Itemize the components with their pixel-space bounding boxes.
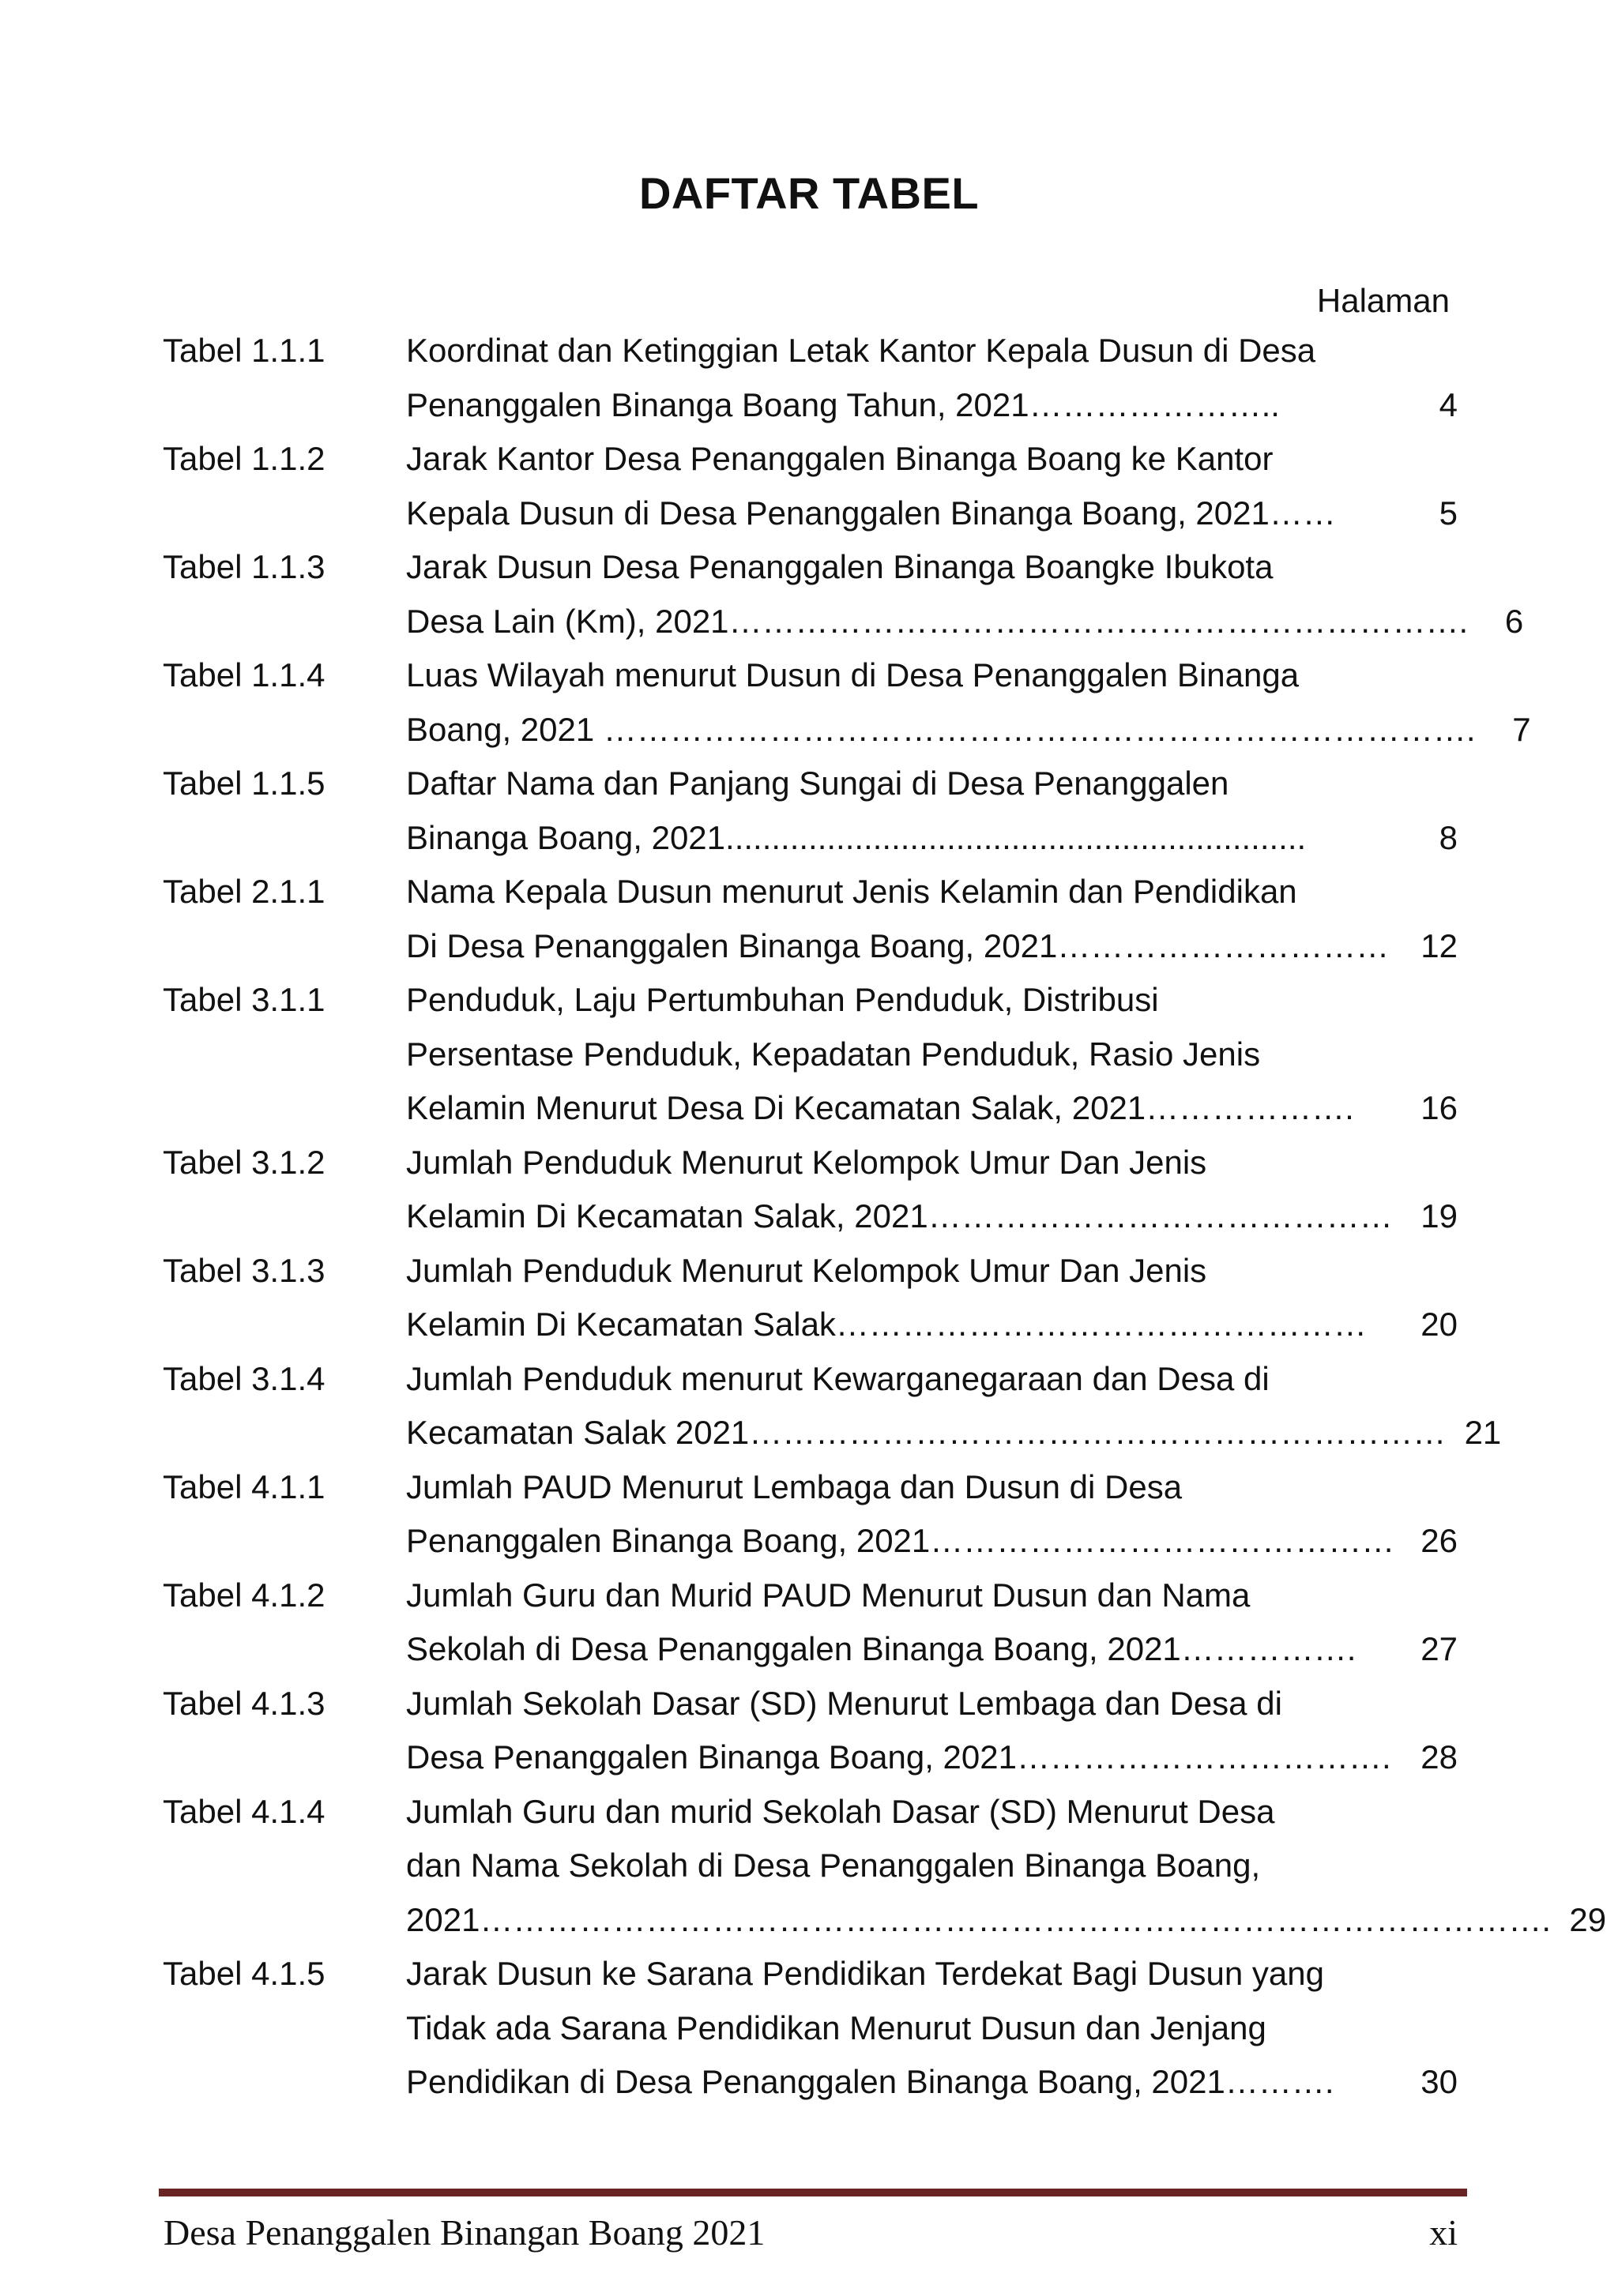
description-line	[406, 1893, 1606, 1948]
description-text: Jumlah Penduduk Menurut Kelompok Umur Dan Jenis	[406, 1143, 1207, 1181]
description-line	[406, 1136, 1458, 1190]
page-ref: 16	[1420, 1089, 1458, 1126]
page-ref: 6	[1504, 602, 1524, 640]
description-text: Daftar Nama dan Panjang Sungai di Desa Penanggalen	[406, 765, 1229, 802]
page-ref: 28	[1420, 1738, 1458, 1776]
description-text: Sekolah di Desa Penanggalen Binanga Boang, 2021…………….	[406, 1630, 1356, 1667]
description-line	[406, 1460, 1458, 1515]
description-text: Jumlah PAUD Menurut Lembaga dan Dusun di Desa	[406, 1467, 1183, 1505]
toc-entry	[163, 1785, 1607, 1948]
table-description	[406, 1569, 1458, 1677]
table-description	[406, 973, 1458, 1136]
description-text: Jarak Dusun ke Sarana Pendidikan Terdekat Bagi Dusun yang	[406, 1955, 1324, 1992]
table-label: Tabel 1.1.5	[163, 765, 325, 802]
description-text: Jumlah Sekolah Dasar (SD) Menurut Lembaga dan Desa di	[406, 1684, 1282, 1722]
table-label: Tabel 4.1.3	[163, 1684, 325, 1722]
description-line	[406, 595, 1523, 649]
toc-entry	[163, 865, 1458, 973]
description-text: Nama Kepala Dusun menurut Jenis Kelamin dan Pendidikan	[406, 873, 1297, 910]
description-line	[406, 703, 1531, 757]
description-line	[406, 811, 1458, 866]
page-ref: 7	[1512, 710, 1531, 748]
toc-entry	[163, 432, 1458, 540]
toc-entry	[163, 1244, 1458, 1352]
description-text: Binanga Boang, 2021...............................................................	[406, 818, 1307, 856]
description-text: Jarak Kantor Desa Penanggalen Binanga Boang ke Kantor	[406, 440, 1274, 477]
footer-divider	[159, 2189, 1467, 2196]
page-ref: 5	[1439, 494, 1458, 532]
toc-entry	[163, 1677, 1458, 1785]
page-ref: 4	[1439, 385, 1458, 423]
description-text: Kelamin Di Kecamatan Salak, 2021……………………………………	[406, 1197, 1393, 1234]
description-text: Boang, 2021 …………………………………………………………………….	[406, 710, 1476, 748]
toc-entry	[163, 1136, 1458, 1244]
description-text: Di Desa Penanggalen Binanga Boang, 2021…………………………	[406, 926, 1390, 964]
page-ref: 19	[1420, 1197, 1458, 1234]
footer-title: Desa Penanggalen Binangan Boang 2021	[164, 2212, 766, 2253]
description-line	[406, 487, 1458, 541]
table-description	[406, 1352, 1501, 1460]
description-line	[406, 378, 1458, 433]
table-description	[406, 1785, 1606, 1948]
description-text: Kelamin Di Kecamatan Salak…………………………………………	[406, 1306, 1367, 1343]
toc-entry	[163, 1460, 1458, 1569]
table-label: Tabel 3.1.3	[163, 1251, 325, 1289]
toc-entry	[163, 648, 1531, 757]
page-ref: 12	[1420, 926, 1458, 964]
table-label: Tabel 2.1.1	[163, 873, 325, 910]
table-label: Tabel 4.1.1	[163, 1467, 325, 1505]
description-text: 2021…………………………………………………………………………………….	[406, 1900, 1552, 1938]
description-text: Kelamin Menurut Desa Di Kecamatan Salak, 2021……………….	[406, 1089, 1354, 1126]
page-ref: 20	[1420, 1306, 1458, 1343]
toc-entry	[163, 973, 1458, 1136]
description-text: Jumlah Penduduk menurut Kewarganegaraan dan Desa di	[406, 1359, 1270, 1397]
description-text: Penanggalen Binanga Boang, 2021……………………………………	[406, 1522, 1395, 1559]
table-label: Tabel 3.1.4	[163, 1359, 325, 1397]
description-line	[406, 2001, 1458, 2056]
table-description	[406, 1947, 1458, 2110]
description-line	[406, 1352, 1501, 1407]
toc-entry	[163, 540, 1524, 648]
toc-entry	[163, 324, 1458, 432]
table-description	[406, 865, 1458, 973]
description-text: Desa Penanggalen Binanga Boang, 2021…………………………….	[406, 1738, 1391, 1776]
description-text: dan Nama Sekolah di Desa Penanggalen Binanga Boang,	[406, 1847, 1261, 1884]
description-text: Tidak ada Sarana Pendidikan Menurut Dusun dan Jenjang	[406, 2009, 1266, 2046]
description-line	[406, 324, 1458, 378]
toc-entry	[163, 1947, 1458, 2110]
description-line	[406, 2055, 1458, 2110]
table-label: Tabel 3.1.1	[163, 981, 325, 1018]
description-line	[406, 1677, 1458, 1731]
table-description	[406, 1677, 1458, 1785]
description-line	[406, 648, 1531, 703]
description-line	[406, 757, 1458, 811]
description-text: Jumlah Penduduk Menurut Kelompok Umur Dan Jenis	[406, 1251, 1207, 1289]
table-description	[406, 1460, 1458, 1569]
description-line	[406, 919, 1458, 974]
description-line	[406, 1514, 1458, 1569]
table-label: Tabel 3.1.2	[163, 1143, 325, 1181]
description-line	[406, 1244, 1458, 1298]
toc-entry	[163, 757, 1458, 865]
description-text: Koordinat dan Ketinggian Letak Kantor Kepala Dusun di Desa	[406, 332, 1316, 369]
description-line	[406, 973, 1458, 1028]
table-description	[406, 432, 1458, 540]
description-text: Penanggalen Binanga Boang Tahun, 2021…………………..	[406, 385, 1280, 423]
table-description	[406, 1244, 1458, 1352]
description-line	[406, 1298, 1458, 1352]
description-text: Luas Wilayah menurut Dusun di Desa Penanggalen Binanga	[406, 656, 1300, 693]
description-text: Jumlah Guru dan murid Sekolah Dasar (SD) Menurut Desa	[406, 1792, 1275, 1830]
table-label: Tabel 1.1.2	[163, 440, 325, 477]
table-description	[406, 540, 1523, 648]
page-column-label: Halaman	[1316, 282, 1450, 319]
table-description	[406, 648, 1531, 757]
page-title: DAFTAR TABEL	[638, 168, 980, 218]
table-label: Tabel 1.1.1	[163, 332, 325, 369]
page-ref: 21	[1464, 1414, 1502, 1451]
toc-entry	[163, 1569, 1458, 1677]
table-description	[406, 757, 1458, 865]
description-line	[406, 1028, 1458, 1082]
description-line	[406, 432, 1458, 487]
description-text: Jumlah Guru dan Murid PAUD Menurut Dusun dan Nama	[406, 1576, 1251, 1614]
page-ref: 27	[1420, 1630, 1458, 1667]
description-text: Kecamatan Salak 2021………………………………………………………	[406, 1414, 1447, 1451]
description-text: Kepala Dusun di Desa Penanggalen Binanga Boang, 2021……	[406, 494, 1336, 532]
table-label: Tabel 4.1.4	[163, 1792, 325, 1830]
description-line	[406, 1947, 1458, 2001]
description-text: Desa Lain (Km), 2021………………………………………………………….	[406, 602, 1469, 640]
table-description	[406, 1136, 1458, 1244]
description-line	[406, 1785, 1606, 1839]
table-label: Tabel 1.1.4	[163, 656, 325, 693]
page-footer	[164, 2211, 1458, 2253]
table-list	[163, 324, 1607, 2110]
page-ref: 30	[1420, 2063, 1458, 2100]
description-text: Penduduk, Laju Pertumbuhan Penduduk, Distribusi	[406, 981, 1159, 1018]
page-ref: 29	[1569, 1900, 1607, 1938]
page-ref: 8	[1439, 818, 1458, 856]
table-label: Tabel 4.1.5	[163, 1955, 325, 1992]
description-line	[406, 1730, 1458, 1785]
description-line	[406, 1839, 1606, 1893]
toc-entry	[163, 1352, 1502, 1460]
description-line	[406, 540, 1523, 595]
table-label: Tabel 1.1.3	[163, 548, 325, 585]
table-description	[406, 324, 1458, 432]
table-label: Tabel 4.1.2	[163, 1576, 325, 1614]
description-line	[406, 1569, 1458, 1623]
description-line	[406, 865, 1458, 919]
description-text: Pendidikan di Desa Penanggalen Binanga Boang, 2021……….	[406, 2063, 1334, 2100]
description-line	[406, 1081, 1458, 1136]
description-text: Jarak Dusun Desa Penanggalen Binanga Boangke Ibukota	[406, 548, 1274, 585]
description-line	[406, 1622, 1458, 1677]
page-number: xi	[1429, 2212, 1458, 2253]
description-line	[406, 1189, 1458, 1244]
page-ref: 26	[1420, 1522, 1458, 1559]
description-line	[406, 1406, 1501, 1460]
description-text: Persentase Penduduk, Kepadatan Penduduk, Rasio Jenis	[406, 1035, 1261, 1073]
